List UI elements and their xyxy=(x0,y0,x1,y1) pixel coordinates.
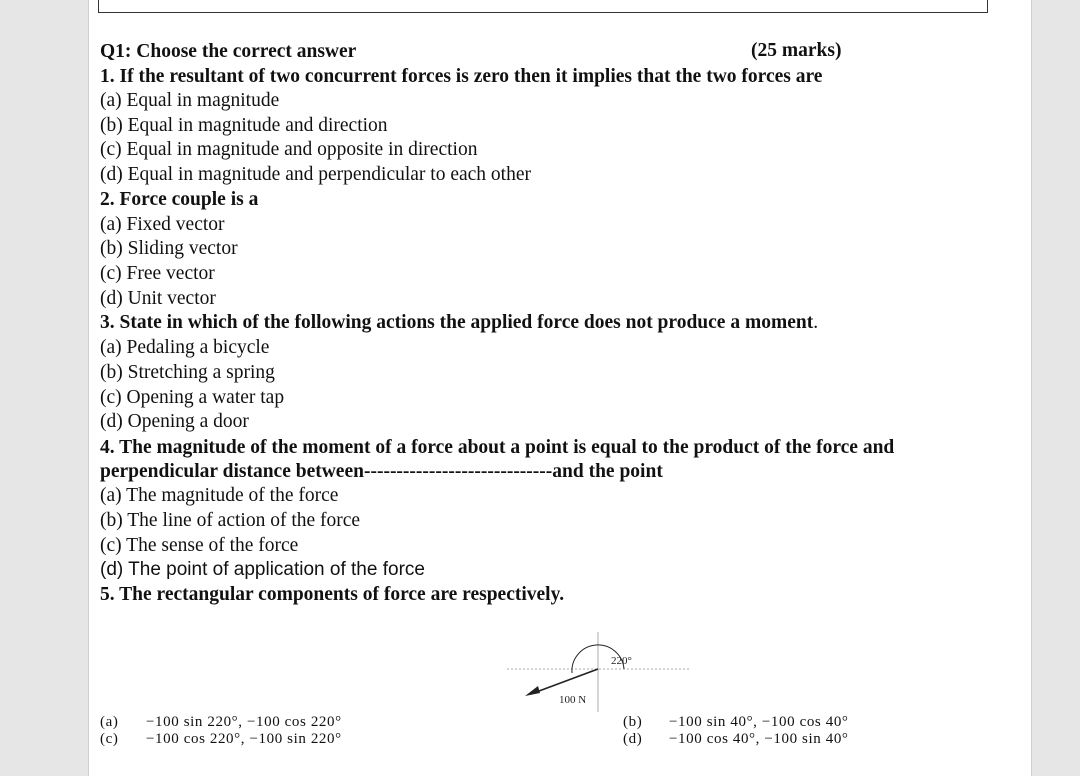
question-2-stem: 2. Force couple is a xyxy=(100,189,259,210)
q2-option-d: (d) Unit vector xyxy=(100,288,216,309)
q4-option-c: (c) The sense of the force xyxy=(100,535,299,556)
header-box xyxy=(98,0,988,13)
force-label: 100 N xyxy=(559,694,587,706)
q3-option-b: (b) Stretching a spring xyxy=(100,362,275,383)
q5-option-a xyxy=(100,714,342,731)
q3-option-c: (c) Opening a water tap xyxy=(100,387,285,408)
q1-option-a: (a) Equal in magnitude xyxy=(100,90,280,111)
q4-option-d: (d) The point of application of the force xyxy=(100,559,425,580)
question-4-stem-line2: perpendicular distance between-----------------------------and the point xyxy=(100,461,663,482)
q5-option-b xyxy=(623,714,849,731)
q5-option-b-text: −100 sin 40°, −100 cos 40° xyxy=(669,714,849,730)
angle-label: 220° xyxy=(611,655,632,667)
q5-option-d-text: −100 cos 40°, −100 sin 40° xyxy=(669,731,849,747)
q5-option-a-text: −100 sin 220°, −100 cos 220° xyxy=(146,714,342,730)
force-vector xyxy=(531,669,598,694)
question-4-stem-line1: 4. The magnitude of the moment of a force about a point is equal to the product of the force and xyxy=(100,437,895,458)
q3-stem-period: . xyxy=(813,312,819,333)
q5-option-c-text: −100 cos 220°, −100 sin 220° xyxy=(146,731,342,747)
q5-option-c xyxy=(100,731,342,748)
question-3-stem xyxy=(100,311,818,335)
q5-option-a-label: (a) xyxy=(100,714,119,730)
q1-option-b: (b) Equal in magnitude and direction xyxy=(100,115,388,136)
q4-option-a: (a) The magnitude of the force xyxy=(100,485,339,506)
q5-option-b-label: (b) xyxy=(623,714,643,730)
section-title: Q1: Choose the correct answer xyxy=(100,41,357,62)
q5-option-c-label: (c) xyxy=(100,731,119,747)
q4-option-b: (b) The line of action of the force xyxy=(100,510,361,531)
question-1-stem: 1. If the resultant of two concurrent forces is zero then it implies that the two forces are xyxy=(100,66,823,87)
exam-page xyxy=(88,0,1032,776)
arrowhead xyxy=(525,686,540,696)
marks-label: (25 marks) xyxy=(751,40,842,61)
q2-option-c: (c) Free vector xyxy=(100,263,215,284)
q1-option-d: (d) Equal in magnitude and perpendicular to each other xyxy=(100,164,531,185)
q3-stem-text: 3. State in which of the following actions the applied force does not produce a moment xyxy=(100,312,814,333)
q2-option-b: (b) Sliding vector xyxy=(100,238,238,259)
question-5-stem: 5. The rectangular components of force are respectively. xyxy=(100,584,565,605)
q2-option-a: (a) Fixed vector xyxy=(100,214,225,235)
q5-option-d-label: (d) xyxy=(623,731,643,747)
q1-option-c: (c) Equal in magnitude and opposite in direction xyxy=(100,139,478,160)
force-diagram xyxy=(459,628,699,712)
q3-option-d: (d) Opening a door xyxy=(100,411,249,432)
q3-option-a: (a) Pedaling a bicycle xyxy=(100,337,270,358)
q5-option-d xyxy=(623,731,849,748)
